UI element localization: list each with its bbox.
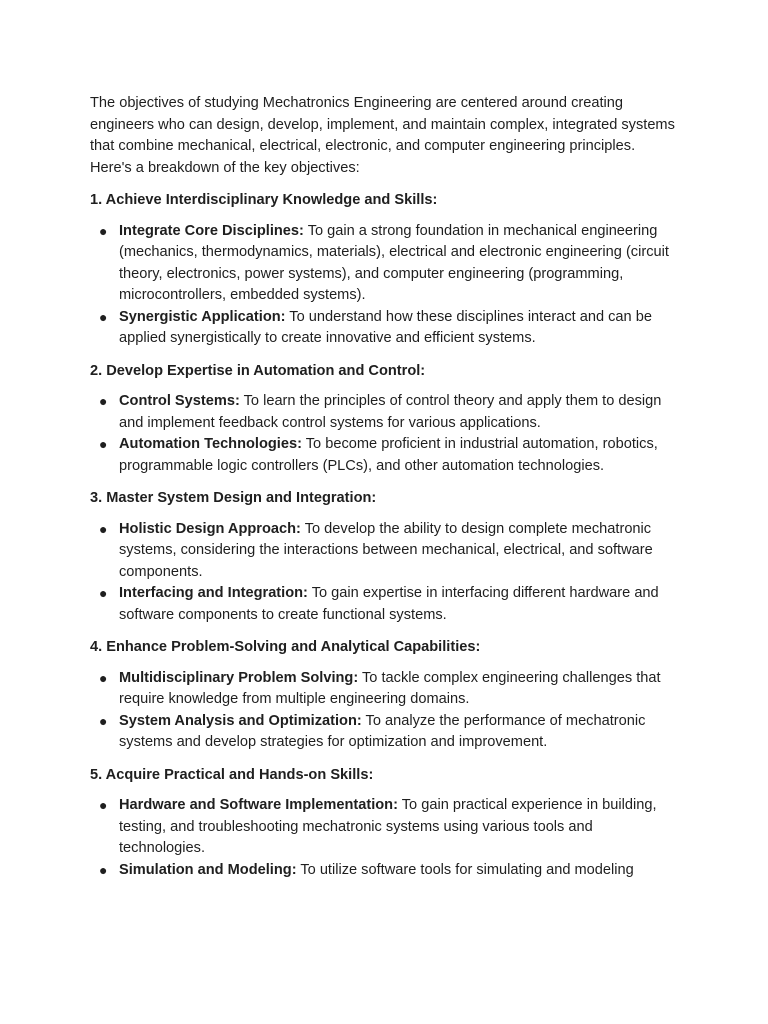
bullet-icon: ●: [99, 308, 108, 325]
bullet-icon: ●: [99, 585, 108, 601]
bullet-icon: ●: [99, 393, 108, 409]
item-text: To analyze the performance of mechatronic systems and develop strategies for optimization and improvement.: [119, 712, 646, 750]
list-item: [90, 583, 678, 626]
bullet-icon: ●: [99, 436, 108, 452]
bullet-icon: ●: [99, 797, 108, 813]
list-item: [90, 795, 678, 860]
section-4: [90, 637, 678, 754]
list-item: [90, 519, 678, 584]
item-text: To become proficient in industrial automation, robotics, programmable logic controllers (PLCs), and other automation technologies.: [119, 436, 658, 474]
item-text: To learn the principles of control theory and apply them to design and implement feedback control systems for various applications.: [119, 393, 662, 431]
item-term: Automation Technologies:: [119, 436, 302, 452]
bullet-list: [90, 519, 678, 627]
item-term: Integrate Core Disciplines:: [119, 222, 304, 239]
section-heading: 5. Acquire Practical and Hands-on Skills:: [90, 766, 374, 783]
list-item: [90, 668, 678, 711]
item-text: To understand how these disciplines interact and can be applied synergistically to create innovative and efficient systems.: [119, 308, 652, 346]
bullet-icon: ●: [99, 712, 108, 729]
item-text: To gain expertise in interfacing different hardware and software components to create functional systems.: [119, 585, 659, 623]
list-item: [90, 711, 678, 754]
item-text: To gain practical experience in building, testing, and troubleshooting mechatronic systems using various tools and technologies.: [119, 797, 657, 856]
bullet-list: [90, 391, 678, 477]
item-term: Interfacing and Integration:: [119, 585, 308, 601]
section-heading: 2. Develop Expertise in Automation and Control:: [90, 362, 426, 379]
item-term: Holistic Design Approach:: [119, 520, 301, 537]
item-term: System Analysis and Optimization:: [119, 712, 362, 729]
bullet-icon: ●: [99, 861, 108, 878]
bullet-list: [90, 795, 678, 881]
intro-paragraph: The objectives of studying Mechatronics Engineering are centered around creating engineers who can design, develop, implement, and maintain complex, integrated systems that combine mechanical, electrical, electronic, and computer engineering principles. Here's a breakdown of the key objectives:: [90, 95, 675, 176]
bullet-icon: ●: [99, 222, 108, 239]
list-item: [90, 860, 678, 882]
item-text: To gain a strong foundation in mechanical engineering (mechanics, thermodynamics, materials), electrical and electronic engineering (circuit theory, electronics, power systems), and computer engineering (programming, microcontrollers, embedded systems).: [119, 222, 669, 303]
section-3: [90, 488, 678, 626]
item-term: Hardware and Software Implementation:: [119, 797, 398, 813]
section-2: [90, 361, 678, 478]
list-item: [90, 221, 678, 307]
item-term: Simulation and Modeling:: [119, 861, 297, 878]
list-item: [90, 391, 678, 434]
item-text: To develop the ability to design complete mechatronic systems, considering the interactions between mechanical, electrical, and software components.: [119, 520, 653, 580]
item-term: Control Systems:: [119, 393, 240, 409]
section-heading: 3. Master System Design and Integration:: [90, 490, 377, 506]
list-item: [90, 434, 678, 477]
section-heading: 4. Enhance Problem-Solving and Analytical Capabilities:: [90, 639, 481, 655]
item-term: Multidisciplinary Problem Solving:: [119, 669, 359, 686]
item-text: To tackle complex engineering challenges that require knowledge from multiple engineering domains.: [119, 669, 661, 707]
list-item: [90, 307, 678, 350]
section-5: [90, 765, 678, 882]
bullet-list: [90, 668, 678, 754]
item-text: To utilize software tools for simulating and modeling: [296, 861, 634, 878]
section-heading: 1. Achieve Interdisciplinary Knowledge and Skills:: [90, 192, 438, 208]
bullet-icon: ●: [99, 520, 108, 537]
section-1: [90, 190, 678, 350]
item-term: Synergistic Application:: [119, 308, 286, 325]
bullet-icon: ●: [99, 669, 108, 686]
bullet-list: [90, 221, 678, 350]
